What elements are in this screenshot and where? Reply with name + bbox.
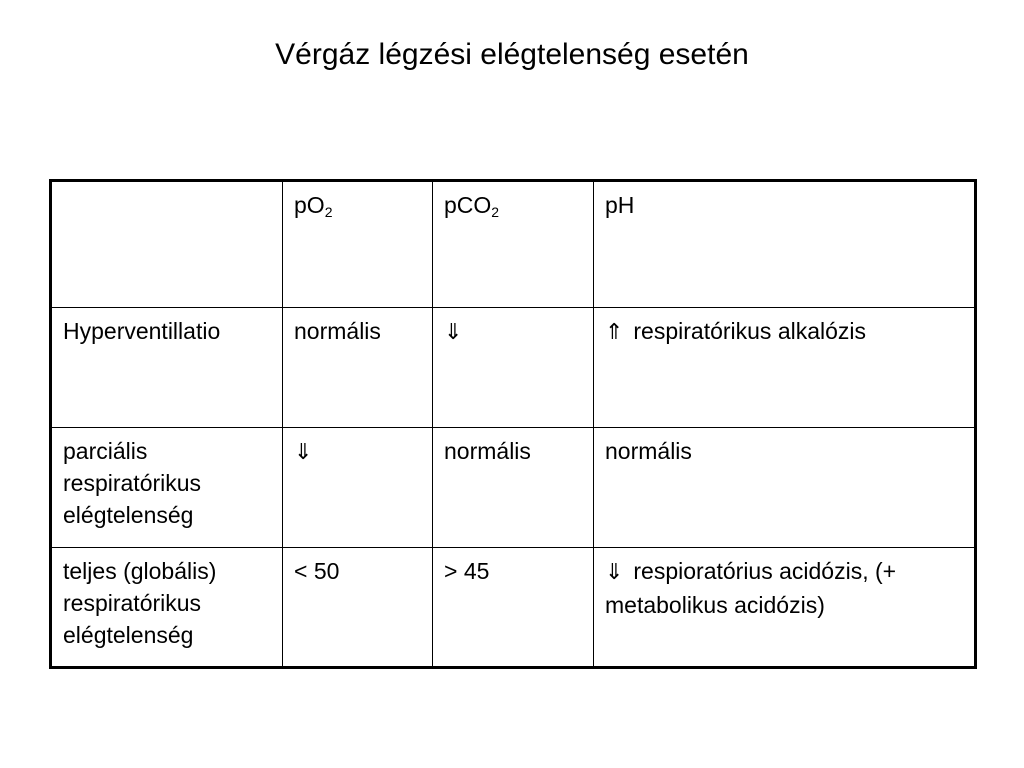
cell-ph <box>594 308 976 428</box>
cell-ph <box>594 548 976 668</box>
header-pco2-subscript: 2 <box>491 204 500 220</box>
header-po2-subscript: 2 <box>324 204 333 220</box>
header-cell-ph: pH <box>594 181 976 308</box>
row-label: parciális respiratórikus elégtelenség <box>51 428 283 548</box>
cell-pco2: normális <box>433 428 594 548</box>
up-arrow-icon: ⇑ <box>605 320 624 345</box>
row-label: Hyperventillatio <box>51 308 283 428</box>
table-row-hyperventillatio <box>51 308 976 428</box>
cell-pco2 <box>433 308 594 428</box>
header-po2-base: pO <box>294 192 325 218</box>
cell-po2 <box>283 428 433 548</box>
header-cell-pco2 <box>433 181 594 308</box>
down-arrow-icon: ⇓ <box>444 320 463 345</box>
cell-ph-text: respiratórikus alkalózis <box>633 318 867 344</box>
blood-gas-table <box>49 179 977 669</box>
cell-po2: < 50 <box>283 548 433 668</box>
header-cell-empty <box>51 181 283 308</box>
down-arrow-icon: ⇓ <box>294 440 313 465</box>
cell-po2: normális <box>283 308 433 428</box>
header-pco2-base: pCO <box>444 192 492 218</box>
page-title: Vérgáz légzési elégtelenség esetén <box>275 38 749 71</box>
cell-pco2: > 45 <box>433 548 594 668</box>
cell-ph-text: respioratórius acidózis, (+ metabolikus acidózis) <box>605 558 897 618</box>
table-row-global <box>51 548 976 668</box>
row-label: teljes (globális) respiratórikus elégtelenség <box>51 548 283 668</box>
header-cell-po2 <box>283 181 433 308</box>
cell-ph: normális <box>594 428 976 548</box>
table-header-row <box>51 181 976 308</box>
down-arrow-icon: ⇓ <box>605 560 624 585</box>
table-row-partial <box>51 428 976 548</box>
